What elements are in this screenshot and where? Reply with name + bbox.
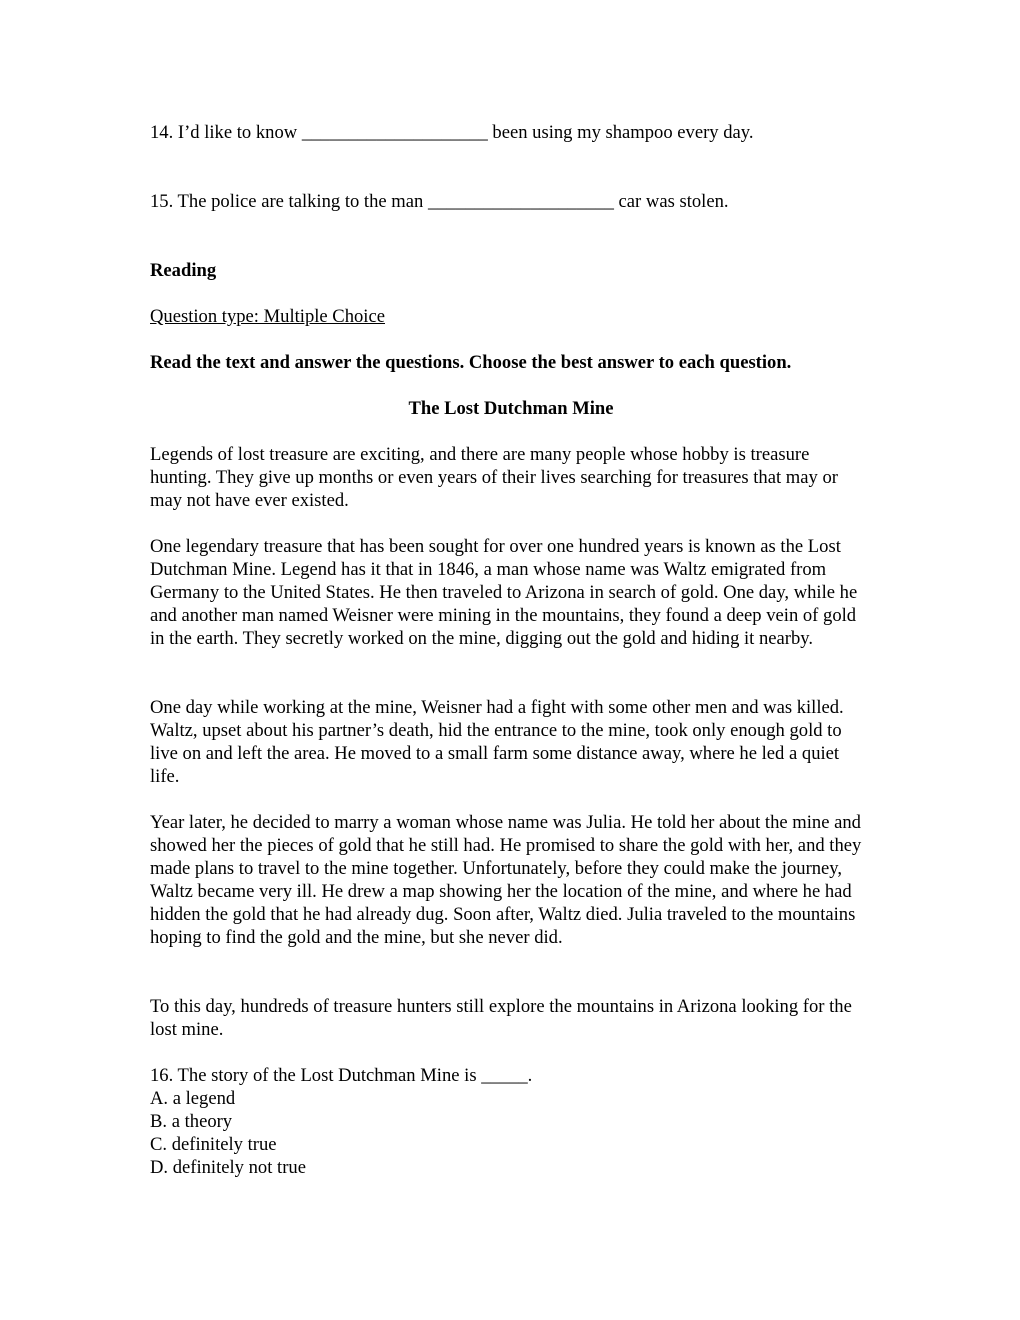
passage-paragraph: Legends of lost treasure are exciting, and there are many people whose hobby is treasure hunting. They give up months or even years of their lives searching for treasures that may or may not have ever existed. <box>150 444 838 511</box>
section-heading: Reading <box>150 260 217 281</box>
answer-option-a: A. a legend <box>150 1088 236 1109</box>
answer-option-c: C. definitely true <box>150 1134 277 1155</box>
question-16 <box>150 1064 872 1179</box>
question-type-label: Question type: Multiple Choice <box>150 306 385 327</box>
question-16-stem: 16. The story of the Lost Dutchman Mine is _____. <box>150 1065 533 1086</box>
passage-paragraph: Year later, he decided to marry a woman whose name was Julia. He told her about the mine and showed her the pieces of gold that he still had. He promised to share the gold with her, and they made plans to travel to the mine together. Unfortunately, before they could make the journey, Waltz became very ill. He drew a map showing her the location of the mine, and where he had hidden the gold that he had already dug. Soon after, Waltz died. Julia traveled to the mountains hoping to find the gold and the mine, but she never did. <box>150 812 862 948</box>
instructions: Read the text and answer the questions. Choose the best answer to each question. <box>150 352 792 373</box>
answer-option-b: B. a theory <box>150 1111 233 1132</box>
passage-paragraph: One day while working at the mine, Weisner had a fight with some other men and was killed. Waltz, upset about his partner’s death, hid the entrance to the mine, took only enough gold to live on and left the area. He moved to a small farm some distance away, where he led a quiet life. <box>150 697 844 787</box>
answer-option-d: D. definitely not true <box>150 1157 306 1178</box>
passage-paragraph: One legendary treasure that has been sought for over one hundred years is known as the Lost Dutchman Mine. Legend has it that in 1846, a man whose name was Waltz emigrated from Germany to the United States. He then traveled to Arizona in search of gold. One day, while he and another man named Weisner were mining in the mountains, they found a deep vein of gold in the earth. They secretly worked on the mine, digging out the gold and hiding it nearby. <box>150 536 858 649</box>
passage-title: The Lost Dutchman Mine <box>408 398 614 419</box>
passage-paragraph: To this day, hundreds of treasure hunters still explore the mountains in Arizona looking for the lost mine. <box>150 996 852 1040</box>
question-14: 14. I’d like to know ____________________ been using my shampoo every day. <box>150 122 754 143</box>
question-15: 15. The police are talking to the man ____________________ car was stolen. <box>150 191 729 212</box>
